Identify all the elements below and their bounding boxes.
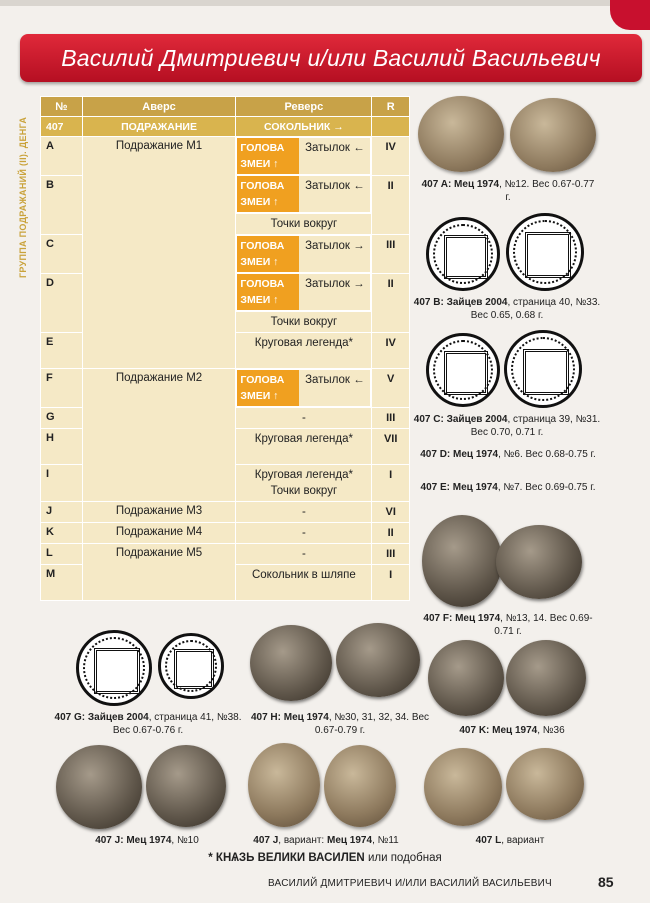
table-row: J Подражание М3 - VI bbox=[41, 502, 410, 523]
side-section-label: ГРУППА ПОДРАЖАНИЙ (II). ДЕНГА bbox=[18, 116, 28, 278]
coin-407c-reverse-drawing bbox=[504, 330, 582, 408]
caption-407b: 407 B: Зайцев 2004, страница 40, №33. Вес 0.65, 0.68 г. bbox=[413, 297, 601, 321]
group-avers: ПОДРАЖАНИЕ bbox=[82, 117, 236, 137]
coin-407j-obverse bbox=[56, 745, 142, 829]
coin-407j-variant-obverse bbox=[248, 743, 320, 827]
table-row: C ГОЛОВА ЗМЕИ ↑ Затылок → III bbox=[41, 235, 410, 274]
coin-407g-reverse-drawing bbox=[158, 633, 224, 699]
table-row: D ГОЛОВА ЗМЕИ ↑ Затылок → II bbox=[41, 273, 410, 312]
group-revers: СОКОЛЬНИК → bbox=[236, 117, 372, 137]
coin-407h-obverse bbox=[250, 625, 332, 701]
corner-tab bbox=[610, 0, 650, 30]
table-row: F Подражание М2 ГОЛОВА ЗМЕИ ↑ Затылок ← V bbox=[41, 369, 410, 408]
coin-407k-obverse bbox=[428, 640, 504, 716]
coin-407f-reverse bbox=[496, 525, 582, 599]
avers-cell: Подражание М2 bbox=[82, 369, 236, 502]
avers-cell: Подражание М1 bbox=[82, 137, 236, 369]
caption-407f: 407 F: Мец 1974, №13, 14. Вес 0.69-0.71 г. bbox=[423, 613, 593, 637]
coin-407j-reverse bbox=[146, 745, 226, 827]
page-title: Василий Дмитриевич и/или Василий Васильевич bbox=[61, 44, 601, 71]
coin-407b-obverse-drawing bbox=[426, 217, 500, 291]
table-row: E Круговая легенда* IV bbox=[41, 333, 410, 369]
coin-407a-obverse bbox=[418, 96, 504, 172]
header-no: № bbox=[41, 97, 83, 117]
table-row: M Сокольник в шляпе I bbox=[41, 565, 410, 601]
table-row: K Подражание М4 - II bbox=[41, 523, 410, 544]
caption-407h: 407 H: Мец 1974, №30, 31, 32, 34. Вес 0.67-0.79 г. bbox=[250, 712, 430, 736]
table-row: G - III bbox=[41, 408, 410, 429]
coin-407a-reverse bbox=[510, 98, 596, 172]
coin-407k-reverse bbox=[506, 640, 586, 716]
caption-407j: 407 J: Мец 1974, №10 bbox=[95, 835, 199, 846]
running-footer: ВАСИЛИЙ ДМИТРИЕВИЧ И/ИЛИ ВАСИЛИЙ ВАСИЛЬЕВИЧ bbox=[268, 878, 552, 889]
table-row: I Круговая легенда* Точки вокруг I bbox=[41, 465, 410, 502]
table-row: A Подражание М1 ГОЛОВА ЗМЕИ ↑ Затылок ← IV bbox=[41, 137, 410, 176]
coin-407l-reverse bbox=[506, 748, 584, 820]
page-number: 85 bbox=[598, 874, 614, 890]
caption-407a: 407 A: Мец 1974, №12. Вес 0.67-0.77 г. bbox=[421, 179, 595, 203]
caption-407d: 407 D: Мец 1974, №6. Вес 0.68-0.75 г. bbox=[420, 449, 596, 460]
coin-407c-obverse-drawing bbox=[426, 333, 500, 407]
snake-head-label: ГОЛОВА ЗМЕИ ↑ bbox=[237, 370, 299, 406]
caption-407l: 407 L, вариант bbox=[475, 835, 545, 846]
coin-407f-obverse bbox=[422, 515, 502, 607]
table-row: L Подражание М5 - III bbox=[41, 544, 410, 565]
footnote: * КНѦЗЬ ВЕЛИКИ ВАСИЛЕN или подобная bbox=[208, 852, 442, 864]
coin-407l-obverse bbox=[424, 748, 502, 826]
caption-407k: 407 K: Мец 1974, №36 bbox=[459, 725, 565, 736]
snake-head-label: ГОЛОВА ЗМЕИ ↑ bbox=[237, 274, 299, 310]
title-banner bbox=[20, 34, 642, 82]
page-edge bbox=[0, 0, 650, 6]
header-avers: Аверс bbox=[82, 97, 236, 117]
group-row bbox=[41, 117, 410, 137]
variants-table: № Аверс Реверс R 407 ПОДРАЖАНИЕ СОКОЛЬНИК → A Подражание М1 ГОЛОВА ЗМЕИ ↑ Затылок ← IV B ГОЛОВА ЗМЕИ ↑ Затылок ← II Точки вокруг C ГОЛОВА ЗМЕИ ↑ Затылок → III D ГОЛОВА ЗМЕИ ↑ Затылок → II Точки вокруг E Круговая легенда* IV F Подражание М2 ГОЛОВА ЗМЕИ ↑ Затылок ← V G - III H Круговая легенда* VII I Круговая легенда* Точки вокруг I J Подражание М3 - VI K Подражание М4 - II L Подражание М5 - III M Сокольник в шляпе I bbox=[40, 96, 410, 601]
snake-head-label: ГОЛОВА ЗМЕИ ↑ bbox=[237, 176, 299, 212]
table-row: H Круговая легенда* VII bbox=[41, 429, 410, 465]
coin-407j-variant-reverse bbox=[324, 745, 396, 827]
caption-407j-variant: 407 J, вариант: Мец 1974, №11 bbox=[253, 835, 399, 846]
header-r: R bbox=[372, 97, 410, 117]
table-header bbox=[41, 97, 410, 117]
caption-407c: 407 C: Зайцев 2004, страница 39, №31. Вес 0.70, 0.71 г. bbox=[413, 414, 601, 438]
caption-407e: 407 E: Мец 1974, №7. Вес 0.69-0.75 г. bbox=[420, 482, 596, 493]
table-row: B ГОЛОВА ЗМЕИ ↑ Затылок ← II bbox=[41, 175, 410, 214]
caption-407g: 407 G: Зайцев 2004, страница 41, №38. Вес 0.67-0.76 г. bbox=[54, 712, 242, 736]
snake-head-label: ГОЛОВА ЗМЕИ ↑ bbox=[237, 236, 299, 272]
coin-407g-obverse-drawing bbox=[76, 630, 152, 706]
header-revers: Реверс bbox=[236, 97, 372, 117]
snake-head-label: ГОЛОВА ЗМЕИ ↑ bbox=[237, 138, 299, 174]
coin-407h-reverse bbox=[336, 623, 420, 697]
group-no: 407 bbox=[41, 117, 83, 137]
coin-407b-reverse-drawing bbox=[506, 213, 584, 291]
